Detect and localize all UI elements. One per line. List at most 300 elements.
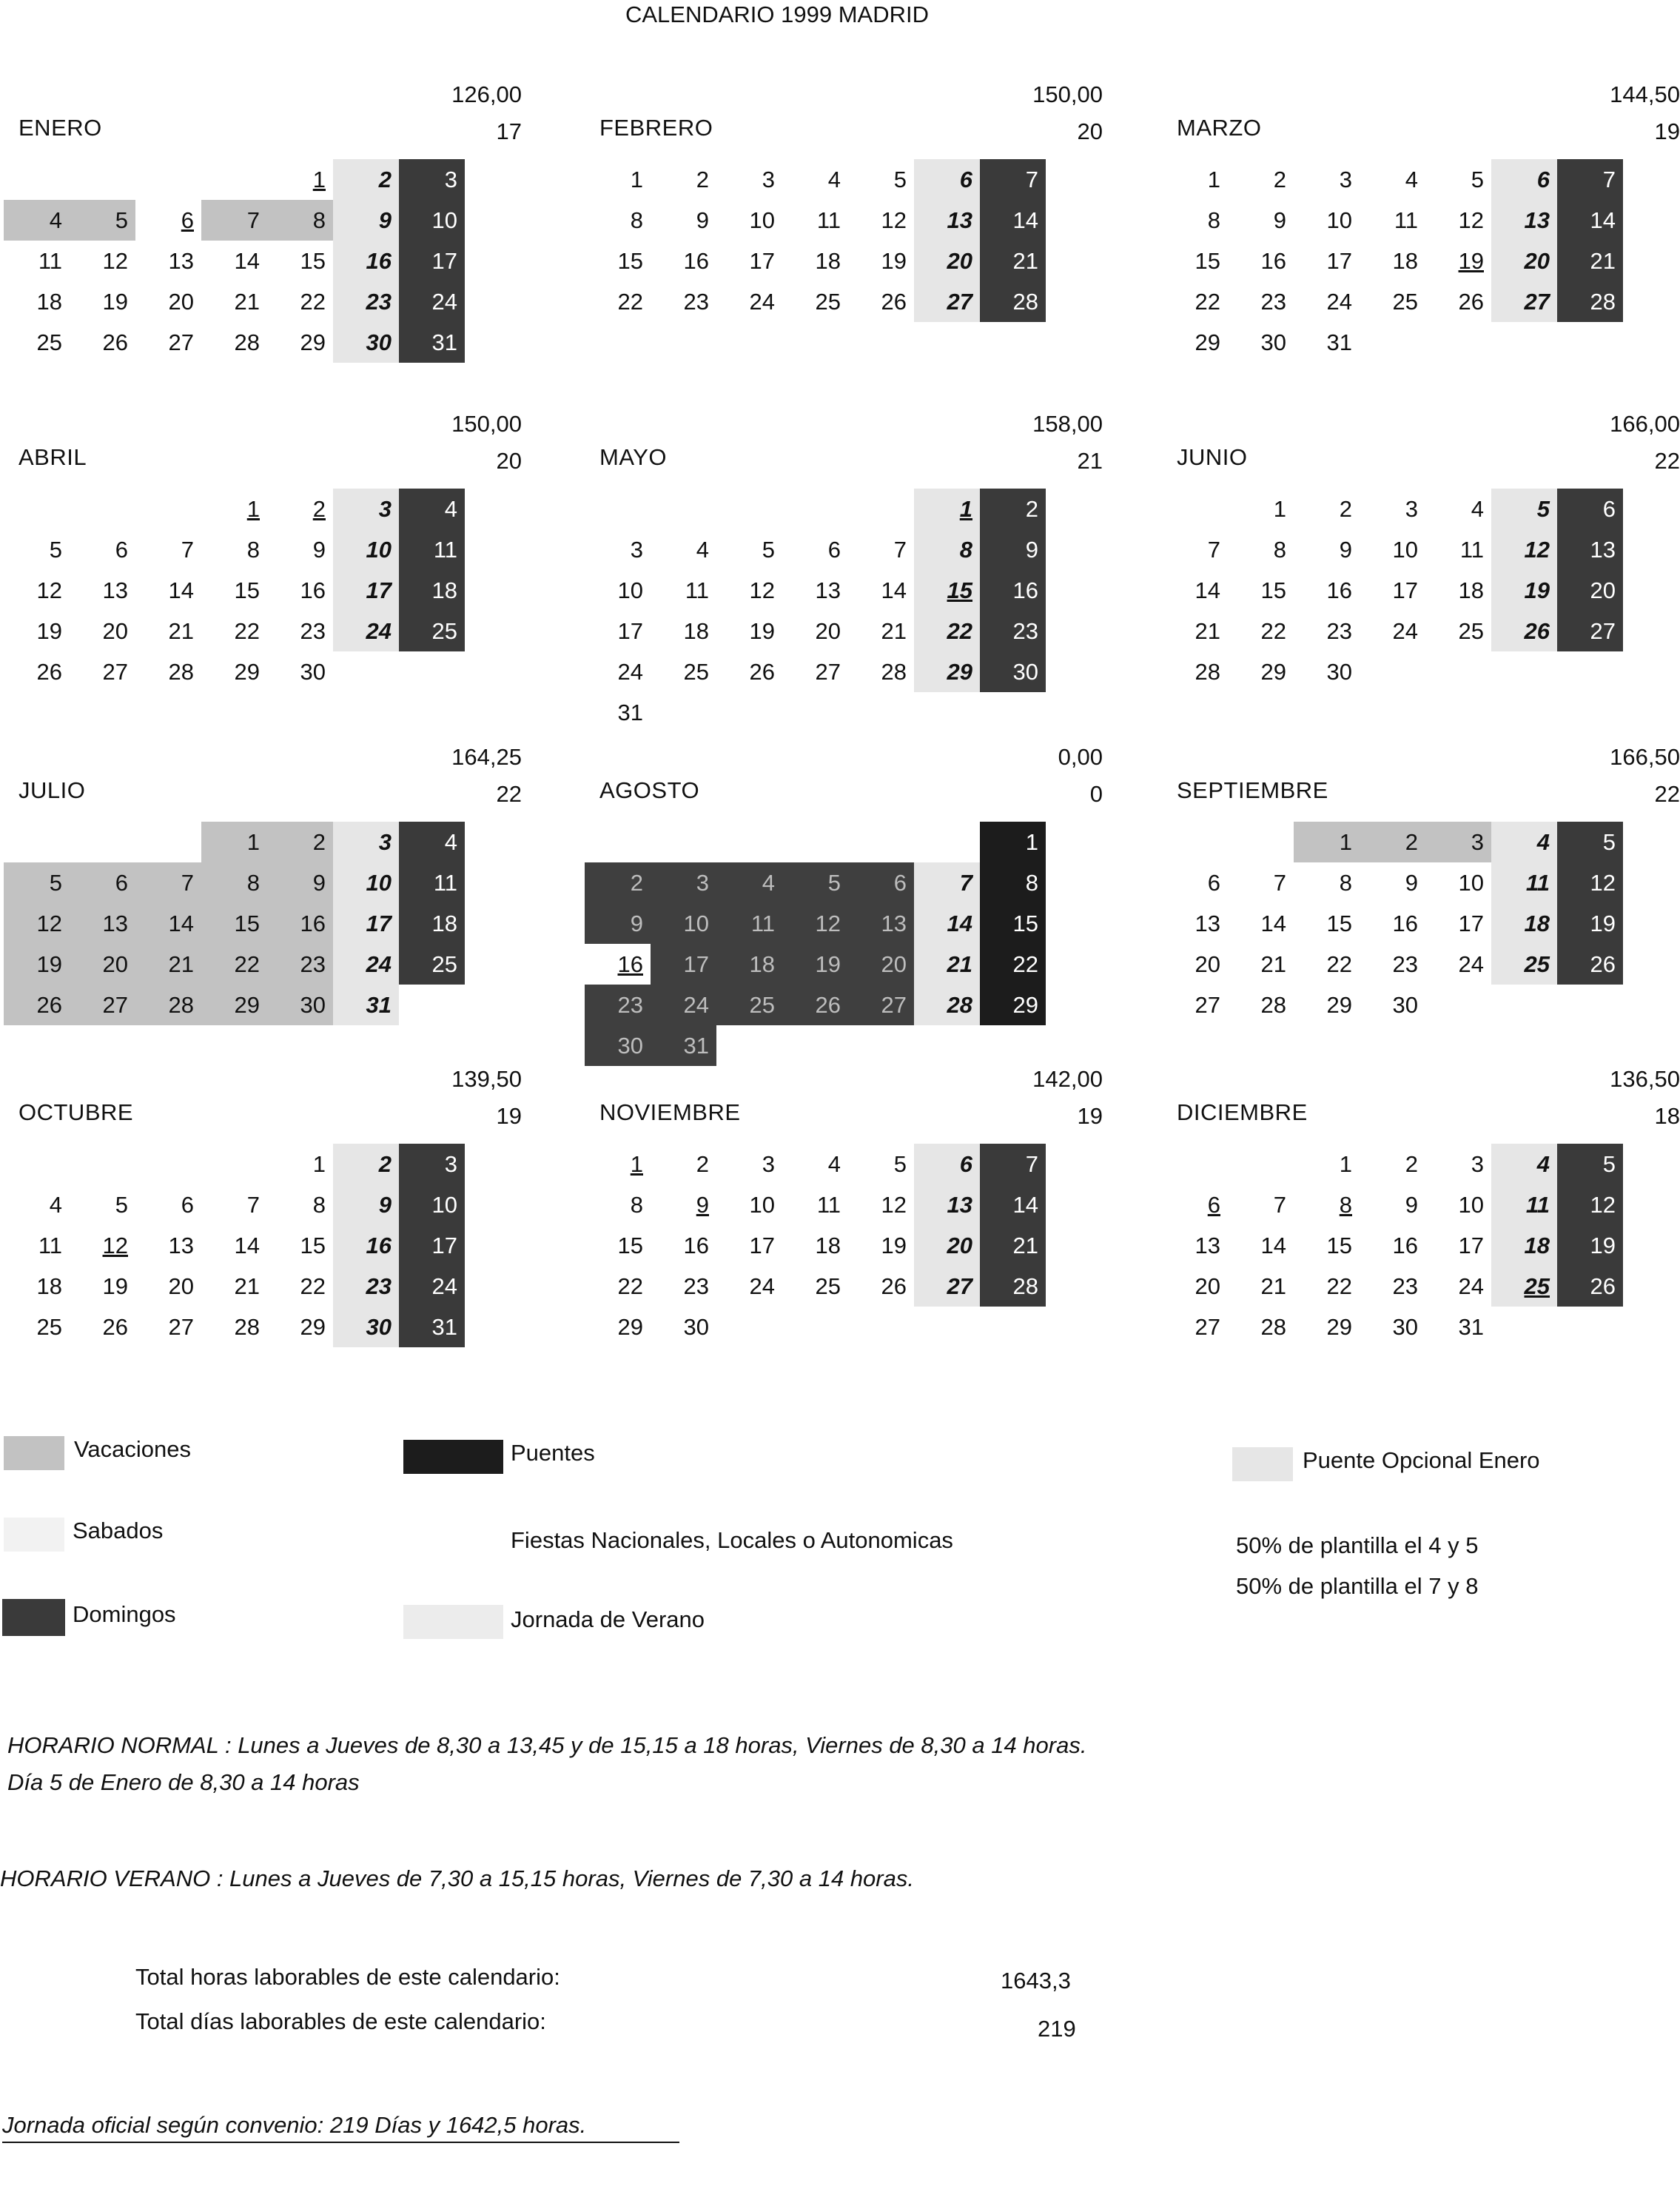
- day-cell: 18: [399, 903, 465, 944]
- month-enero: [4, 81, 522, 392]
- day-cell: 11: [716, 903, 782, 944]
- day-cell: 2: [312, 496, 326, 522]
- day-cell: 26: [1458, 289, 1484, 315]
- day-cell: 30: [1392, 992, 1418, 1018]
- day-cell: 27: [1557, 611, 1623, 651]
- day-cell: 16: [617, 951, 643, 977]
- day-cell: 26: [4, 985, 70, 1025]
- day-cell: 1: [980, 822, 1046, 862]
- day-cell: 20: [102, 618, 128, 644]
- day-cell: 15: [300, 248, 326, 274]
- day-cell: 11: [399, 862, 465, 903]
- day-cell: 10: [1458, 1192, 1484, 1218]
- day-cell: 30: [267, 985, 333, 1025]
- day-cell: 5: [893, 1151, 907, 1177]
- day-cell: 8: [980, 862, 1046, 903]
- legend-plantilla-2: 50% de plantilla el 7 y 8: [1236, 1573, 1479, 1599]
- day-cell: 3: [399, 1144, 465, 1184]
- day-cell: 20: [1195, 1273, 1220, 1299]
- day-cell: 22: [617, 1273, 643, 1299]
- day-cell: 4: [1405, 167, 1418, 192]
- day-cell: 11: [1491, 862, 1557, 903]
- day-cell: 14: [234, 248, 260, 274]
- day-cell: 19: [1491, 570, 1557, 611]
- month-working-days: 20: [496, 448, 522, 474]
- day-cell: 24: [1458, 951, 1484, 977]
- total-dias-label: Total días laborables de este calendario:: [135, 2008, 546, 2034]
- month-working-days: 22: [1654, 448, 1680, 474]
- day-cell: 18: [399, 570, 465, 611]
- day-cell: 3: [630, 537, 643, 563]
- day-cell: 12: [1458, 207, 1484, 233]
- day-cell: 5: [782, 862, 848, 903]
- day-cell: 24: [1326, 289, 1352, 315]
- day-cell: 26: [102, 1314, 128, 1340]
- day-cell: 23: [683, 289, 709, 315]
- month-name: MARZO: [1177, 115, 1262, 141]
- month-name: SEPTIEMBRE: [1177, 777, 1328, 803]
- day-cell: 22: [300, 1273, 326, 1299]
- day-cell: 12: [1557, 1184, 1623, 1225]
- legend-vacaciones: Vacaciones: [74, 1436, 191, 1462]
- day-cell: 24: [1458, 1273, 1484, 1299]
- day-cell: 19: [4, 944, 70, 985]
- day-cell: 9: [333, 200, 399, 241]
- day-cell: 21: [980, 241, 1046, 281]
- day-cell: 7: [893, 537, 907, 563]
- day-cell: 29: [914, 651, 980, 692]
- day-cell: 9: [696, 207, 709, 233]
- day-cell: 8: [312, 1192, 326, 1218]
- day-cell: 19: [102, 289, 128, 315]
- day-cell: 2: [1405, 1151, 1418, 1177]
- day-cell: 12: [102, 248, 128, 274]
- day-cell: 25: [399, 611, 465, 651]
- day-cell: 4: [827, 1151, 841, 1177]
- day-cell: 22: [1326, 1273, 1352, 1299]
- day-cell: 30: [1326, 659, 1352, 685]
- legend-swatch-verano: [403, 1605, 503, 1639]
- day-cell: 3: [333, 489, 399, 529]
- month-name: MAYO: [599, 444, 667, 470]
- day-cell: 23: [683, 1273, 709, 1299]
- day-cell: 19: [782, 944, 848, 985]
- day-cell: 26: [749, 659, 775, 685]
- day-cell: 24: [651, 985, 716, 1025]
- day-cell: 10: [1458, 870, 1484, 896]
- day-cell: 6: [181, 1192, 194, 1218]
- day-cell: 29: [300, 1314, 326, 1340]
- day-cell: 5: [893, 167, 907, 192]
- day-cell: 22: [201, 944, 267, 985]
- day-cell: 20: [1557, 570, 1623, 611]
- day-cell: 12: [1491, 529, 1557, 570]
- day-cell: 26: [1557, 944, 1623, 985]
- page-title: CALENDARIO 1999 MADRID: [625, 1, 929, 27]
- day-cell: 27: [1195, 1314, 1220, 1340]
- total-horas-label: Total horas laborables de este calendario:: [135, 1964, 560, 1990]
- day-cell: 22: [1260, 618, 1286, 644]
- day-cell: 19: [749, 618, 775, 644]
- day-cell: 21: [881, 618, 907, 644]
- day-cell: 30: [585, 1025, 651, 1066]
- day-cell: 23: [980, 611, 1046, 651]
- day-cell: 15: [1326, 1233, 1352, 1258]
- day-cell: 26: [782, 985, 848, 1025]
- day-cell: 30: [980, 651, 1046, 692]
- day-cell: 23: [1260, 289, 1286, 315]
- day-cell: 13: [168, 1233, 194, 1258]
- day-cell: 4: [1491, 1144, 1557, 1184]
- day-cell: 4: [696, 537, 709, 563]
- month-hours: 126,00: [451, 81, 522, 107]
- day-cell: 5: [1491, 489, 1557, 529]
- day-cell: 5: [49, 537, 62, 563]
- day-cell: 11: [816, 207, 841, 233]
- day-cell: 16: [683, 248, 709, 274]
- day-cell: 28: [1195, 659, 1220, 685]
- month-working-days: 21: [1077, 448, 1103, 474]
- legend-swatch-puente-opcional: [1232, 1447, 1293, 1481]
- day-cell: 25: [1491, 944, 1557, 985]
- day-cell: 29: [980, 985, 1046, 1025]
- day-cell: 9: [696, 1192, 709, 1218]
- day-cell: 7: [1557, 159, 1623, 200]
- month-hours: 150,00: [1032, 81, 1103, 107]
- day-cell: 15: [201, 903, 267, 944]
- day-cell: 15: [617, 1233, 643, 1258]
- day-cell: 20: [914, 241, 980, 281]
- day-cell: 7: [980, 159, 1046, 200]
- day-cell: 12: [36, 577, 62, 603]
- day-cell: 18: [815, 248, 841, 274]
- day-cell: 18: [1392, 248, 1418, 274]
- day-cell: 2: [980, 489, 1046, 529]
- day-cell: 6: [181, 207, 194, 233]
- day-cell: 10: [1326, 207, 1352, 233]
- day-cell: 27: [70, 985, 135, 1025]
- day-cell: 6: [1207, 870, 1220, 896]
- day-cell: 4: [827, 167, 841, 192]
- day-cell: 11: [38, 248, 62, 274]
- day-cell: 21: [168, 618, 194, 644]
- day-cell: 5: [1557, 1144, 1623, 1184]
- day-cell: 5: [1557, 822, 1623, 862]
- day-cell: 22: [617, 289, 643, 315]
- horario-verano: HORARIO VERANO : Lunes a Jueves de 7,30 a 15,15 horas, Viernes de 7,30 a 14 horas.: [0, 1865, 914, 1891]
- day-cell: 28: [234, 1314, 260, 1340]
- legend-swatch-vacaciones: [4, 1436, 64, 1470]
- day-cell: 30: [1392, 1314, 1418, 1340]
- day-cell: 21: [1195, 618, 1220, 644]
- day-cell: 8: [1273, 537, 1286, 563]
- day-cell: 7: [1273, 870, 1286, 896]
- month-name: AGOSTO: [599, 777, 700, 803]
- day-cell: 5: [70, 200, 135, 241]
- day-cell: 28: [135, 985, 201, 1025]
- month-name: ABRIL: [19, 444, 87, 470]
- day-cell: 16: [1392, 1233, 1418, 1258]
- day-cell: 15: [1195, 248, 1220, 274]
- day-cell: 2: [333, 159, 399, 200]
- day-cell: 16: [1260, 248, 1286, 274]
- day-cell: 5: [1471, 167, 1484, 192]
- day-cell: 19: [881, 248, 907, 274]
- month-agosto: [585, 744, 1103, 1059]
- day-cell: 20: [914, 1225, 980, 1266]
- day-cell: 29: [1326, 992, 1352, 1018]
- day-cell: 14: [980, 200, 1046, 241]
- day-cell: 10: [399, 1184, 465, 1225]
- day-cell: 27: [914, 1266, 980, 1307]
- day-cell: 11: [1394, 207, 1418, 233]
- day-cell: 10: [749, 207, 775, 233]
- day-cell: 14: [881, 577, 907, 603]
- day-cell: 11: [1459, 537, 1484, 563]
- day-cell: 2: [333, 1144, 399, 1184]
- day-cell: 8: [630, 1192, 643, 1218]
- month-working-days: 22: [496, 781, 522, 807]
- day-cell: 6: [914, 159, 980, 200]
- day-cell: 9: [980, 529, 1046, 570]
- day-cell: 18: [36, 289, 62, 315]
- day-cell: 19: [881, 1233, 907, 1258]
- day-cell: 21: [1557, 241, 1623, 281]
- day-cell: 5: [762, 537, 775, 563]
- day-cell: 9: [333, 1184, 399, 1225]
- day-cell: 29: [234, 659, 260, 685]
- day-cell: 24: [399, 1266, 465, 1307]
- day-cell: 2: [1339, 496, 1352, 522]
- month-hours: 136,50: [1610, 1066, 1680, 1092]
- day-cell: 22: [234, 618, 260, 644]
- day-cell: 13: [1557, 529, 1623, 570]
- day-cell: 21: [234, 1273, 260, 1299]
- month-hours: 142,00: [1032, 1066, 1103, 1092]
- day-cell: 3: [651, 862, 716, 903]
- day-cell: 30: [333, 1307, 399, 1347]
- day-cell: 3: [1425, 822, 1491, 862]
- day-cell: 12: [881, 1192, 907, 1218]
- day-cell: 26: [102, 329, 128, 355]
- horario-normal: HORARIO NORMAL : Lunes a Jueves de 8,30 a 13,45 y de 15,15 a 18 horas, Viernes de 8,30 a 14 horas.: [7, 1732, 1087, 1758]
- day-cell: 18: [683, 618, 709, 644]
- day-cell: 20: [168, 1273, 194, 1299]
- day-cell: 20: [848, 944, 914, 985]
- day-cell: 16: [333, 1225, 399, 1266]
- legend-sabados: Sabados: [73, 1518, 164, 1543]
- month-hours: 144,50: [1610, 81, 1680, 107]
- day-cell: 17: [617, 618, 643, 644]
- day-cell: 9: [585, 903, 651, 944]
- day-cell: 23: [1326, 618, 1352, 644]
- day-cell: 6: [1557, 489, 1623, 529]
- month-working-days: 0: [1089, 781, 1103, 807]
- day-cell: 10: [651, 903, 716, 944]
- day-cell: 10: [1392, 537, 1418, 563]
- day-cell: 18: [36, 1273, 62, 1299]
- day-cell: 8: [246, 537, 260, 563]
- day-cell: 24: [749, 289, 775, 315]
- day-cell: 26: [881, 289, 907, 315]
- day-cell: 4: [716, 862, 782, 903]
- day-cell: 31: [617, 700, 643, 725]
- day-cell: 4: [1491, 822, 1557, 862]
- legend-verano: Jornada de Verano: [511, 1606, 705, 1632]
- day-cell: 25: [815, 1273, 841, 1299]
- day-cell: 28: [1557, 281, 1623, 322]
- day-cell: 23: [333, 281, 399, 322]
- day-cell: 9: [1339, 537, 1352, 563]
- day-cell: 4: [399, 822, 465, 862]
- day-cell: 28: [1260, 1314, 1286, 1340]
- day-cell: 8: [1339, 1192, 1352, 1218]
- day-cell: 4: [1471, 496, 1484, 522]
- day-cell: 16: [267, 903, 333, 944]
- day-cell: 17: [1392, 577, 1418, 603]
- day-cell: 17: [651, 944, 716, 985]
- day-cell: 28: [980, 281, 1046, 322]
- day-cell: 25: [815, 289, 841, 315]
- day-cell: 20: [1491, 241, 1557, 281]
- day-cell: 30: [683, 1314, 709, 1340]
- day-cell: 27: [1491, 281, 1557, 322]
- day-cell: 13: [1195, 911, 1220, 936]
- month-working-days: 20: [1077, 118, 1103, 144]
- day-cell: 17: [399, 241, 465, 281]
- day-cell: 28: [980, 1266, 1046, 1307]
- day-cell: 30: [1260, 329, 1286, 355]
- day-cell: 17: [1458, 1233, 1484, 1258]
- day-cell: 6: [1491, 159, 1557, 200]
- day-cell: 7: [201, 200, 267, 241]
- day-cell: 2: [1360, 822, 1425, 862]
- total-dias-value: 219: [1038, 2016, 1076, 2042]
- day-cell: 12: [4, 903, 70, 944]
- day-cell: 24: [617, 659, 643, 685]
- day-cell: 7: [1273, 1192, 1286, 1218]
- day-cell: 19: [36, 618, 62, 644]
- day-cell: 9: [1405, 1192, 1418, 1218]
- day-cell: 18: [716, 944, 782, 985]
- day-cell: 14: [1195, 577, 1220, 603]
- day-cell: 12: [749, 577, 775, 603]
- day-cell: 18: [1458, 577, 1484, 603]
- day-cell: 19: [1458, 248, 1484, 274]
- day-cell: 13: [168, 248, 194, 274]
- legend-puentes: Puentes: [511, 1440, 595, 1466]
- day-cell: 29: [1260, 659, 1286, 685]
- day-cell: 7: [914, 862, 980, 903]
- day-cell: 6: [914, 1144, 980, 1184]
- day-cell: 25: [36, 329, 62, 355]
- day-cell: 27: [848, 985, 914, 1025]
- day-cell: 3: [1471, 1151, 1484, 1177]
- day-cell: 13: [914, 200, 980, 241]
- day-cell: 25: [1491, 1266, 1557, 1307]
- day-cell: 1: [914, 489, 980, 529]
- day-cell: 17: [749, 248, 775, 274]
- day-cell: 2: [696, 1151, 709, 1177]
- day-cell: 16: [980, 570, 1046, 611]
- day-cell: 22: [1326, 951, 1352, 977]
- total-horas-value: 1643,3: [1001, 1968, 1071, 1994]
- day-cell: 26: [1557, 1266, 1623, 1307]
- day-cell: 13: [102, 577, 128, 603]
- day-cell: 10: [333, 862, 399, 903]
- day-cell: 25: [716, 985, 782, 1025]
- day-cell: 24: [1392, 618, 1418, 644]
- day-cell: 17: [333, 903, 399, 944]
- day-cell: 28: [168, 659, 194, 685]
- month-junio: [1162, 411, 1680, 722]
- day-cell: 21: [234, 289, 260, 315]
- day-cell: 10: [399, 200, 465, 241]
- day-cell: 23: [1392, 951, 1418, 977]
- day-cell: 8: [267, 200, 333, 241]
- month-hours: 158,00: [1032, 411, 1103, 437]
- jornada-oficial: Jornada oficial según convenio: 219 Días y 1642,5 horas.: [2, 2112, 587, 2138]
- day-cell: 31: [1326, 329, 1352, 355]
- day-cell: 30: [300, 659, 326, 685]
- day-cell: 27: [168, 1314, 194, 1340]
- day-cell: 11: [685, 577, 709, 603]
- day-cell: 27: [914, 281, 980, 322]
- day-cell: 16: [1326, 577, 1352, 603]
- day-cell: 25: [36, 1314, 62, 1340]
- day-cell: 14: [980, 1184, 1046, 1225]
- day-cell: 7: [1207, 537, 1220, 563]
- month-working-days: 19: [1654, 118, 1680, 144]
- legend-domingos: Domingos: [73, 1601, 176, 1627]
- month-name: ENERO: [19, 115, 102, 141]
- day-cell: 4: [49, 1192, 62, 1218]
- day-cell: 23: [1392, 1273, 1418, 1299]
- month-hours: 166,00: [1610, 411, 1680, 437]
- month-name: DICIEMBRE: [1177, 1099, 1308, 1125]
- day-cell: 22: [914, 611, 980, 651]
- day-cell: 19: [1557, 903, 1623, 944]
- day-cell: 1: [1207, 167, 1220, 192]
- month-hours: 150,00: [451, 411, 522, 437]
- day-cell: 14: [914, 903, 980, 944]
- day-cell: 18: [815, 1233, 841, 1258]
- day-cell: 8: [201, 862, 267, 903]
- day-cell: 7: [246, 1192, 260, 1218]
- day-cell: 3: [1339, 167, 1352, 192]
- day-cell: 26: [1491, 611, 1557, 651]
- day-cell: 8: [1339, 870, 1352, 896]
- day-cell: 24: [399, 281, 465, 322]
- day-cell: 6: [115, 537, 128, 563]
- month-abril: [4, 411, 522, 722]
- day-cell: 19: [102, 1273, 128, 1299]
- day-cell: 31: [399, 322, 465, 363]
- day-cell: 18: [1491, 903, 1557, 944]
- month-working-days: 19: [496, 1103, 522, 1129]
- day-cell: 28: [1260, 992, 1286, 1018]
- day-cell: 23: [267, 944, 333, 985]
- day-cell: 11: [816, 1192, 841, 1218]
- month-hours: 139,50: [451, 1066, 522, 1092]
- month-name: NOVIEMBRE: [599, 1099, 741, 1125]
- day-cell: 9: [1273, 207, 1286, 233]
- day-cell: 22: [1195, 289, 1220, 315]
- day-cell: 2: [696, 167, 709, 192]
- month-name: JULIO: [19, 777, 86, 803]
- month-working-days: 18: [1654, 1103, 1680, 1129]
- day-cell: 25: [1392, 289, 1418, 315]
